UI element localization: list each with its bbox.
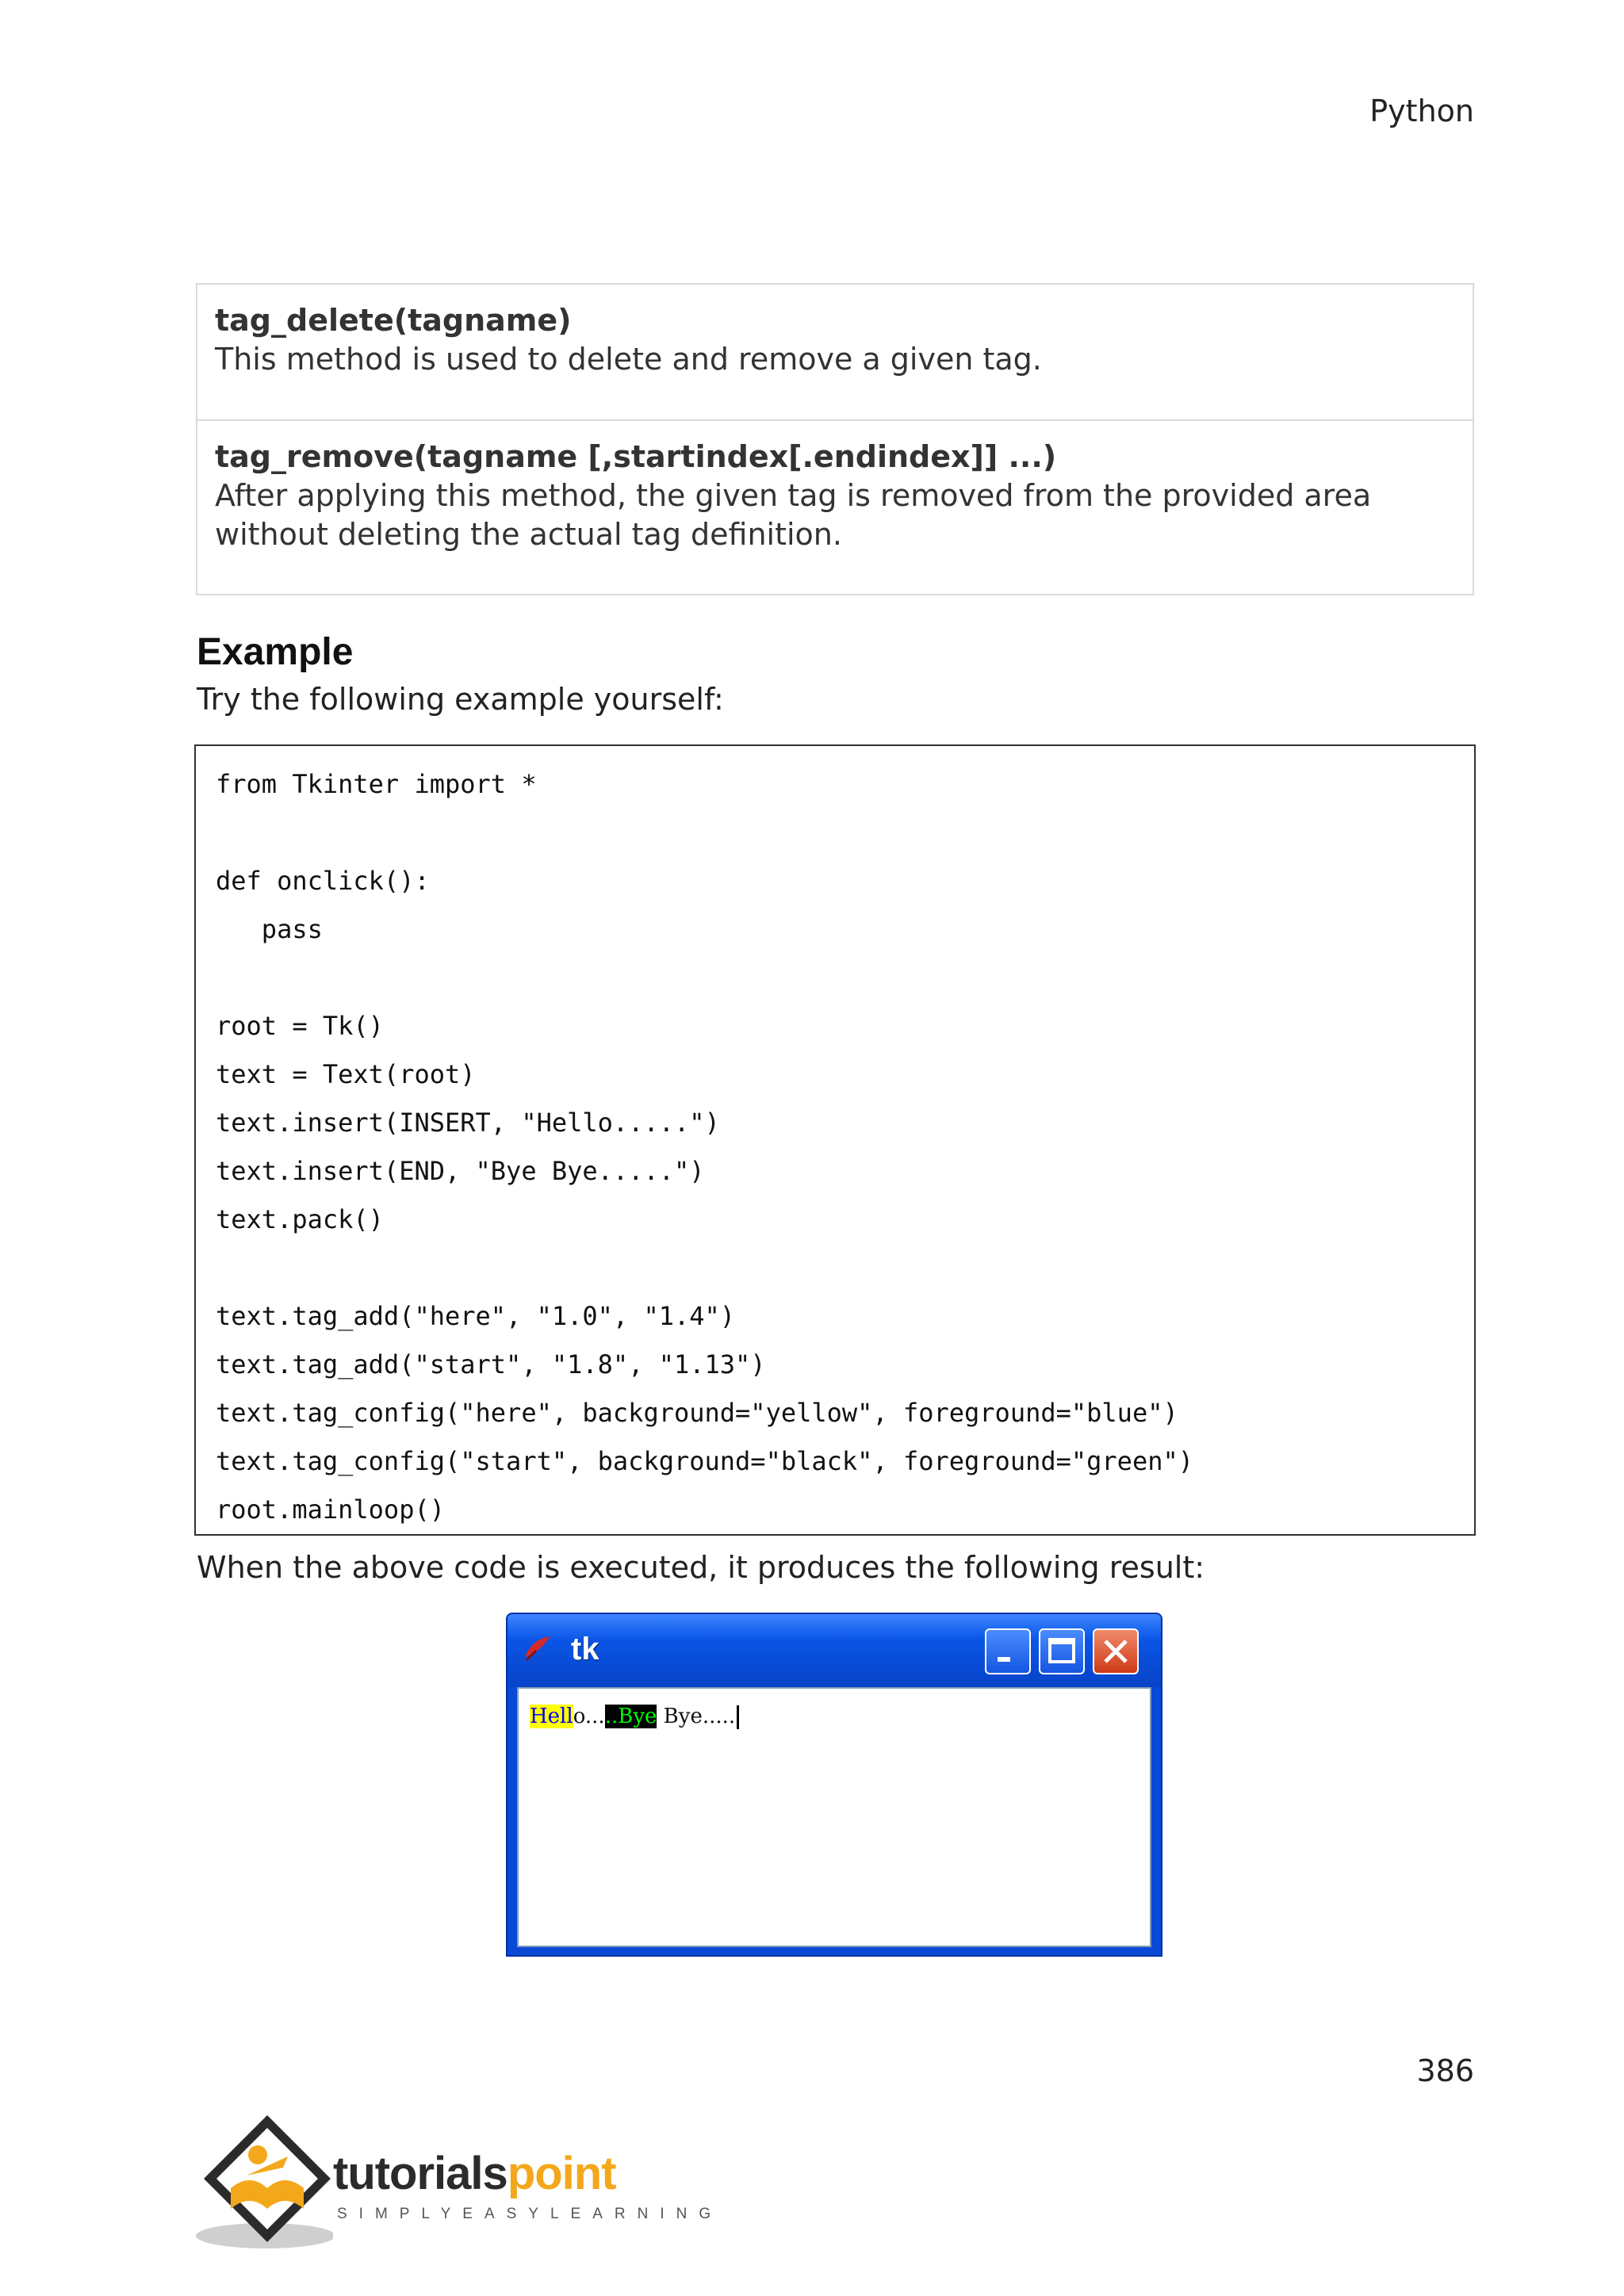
method-row-tag-remove	[197, 419, 1473, 594]
page-header-title: Python	[1369, 94, 1474, 128]
code-line	[216, 809, 1474, 857]
code-line: root = Tk()	[216, 1011, 384, 1041]
tk-text-widget[interactable]	[517, 1687, 1151, 1947]
example-heading: Example	[197, 631, 354, 673]
code-line: text.tag_add("start", "1.8", "1.13")	[216, 1349, 766, 1380]
example-intro: Try the following example yourself:	[197, 682, 724, 717]
code-line: text.pack()	[216, 1204, 384, 1234]
plain-text: o...	[573, 1705, 605, 1728]
close-button[interactable]	[1093, 1628, 1139, 1674]
plain-text: Bye.....	[657, 1705, 736, 1728]
text-cursor	[737, 1705, 739, 1729]
maximize-button[interactable]	[1039, 1628, 1085, 1674]
code-line: text.tag_add("here", "1.0", "1.4")	[216, 1301, 736, 1331]
logo-diamond-icon	[194, 2109, 333, 2252]
logo-word-tutorials: tutorials	[333, 2148, 508, 2199]
code-line: text.insert(INSERT, "Hello.....")	[216, 1108, 720, 1138]
logo-word-point: point	[507, 2148, 616, 2199]
method-name: tag_delete(tagname)	[215, 303, 572, 338]
code-line: pass	[216, 914, 323, 944]
minimize-icon	[986, 1630, 1029, 1673]
method-row-tag-delete	[197, 285, 1473, 419]
method-name: tag_remove(tagname [,startindex[.endindex]] ...)	[215, 439, 1057, 474]
tk-feather-icon	[522, 1633, 553, 1665]
method-description-line: After applying this method, the given tag is removed from the provided area	[215, 478, 1372, 513]
page-number: 386	[1416, 2053, 1474, 2088]
code-line: from Tkinter import *	[216, 769, 537, 799]
tk-text-content	[530, 1703, 739, 1730]
tagged-text-here: Hell	[530, 1705, 573, 1728]
code-line: def onclick():	[216, 866, 430, 896]
maximize-icon	[1040, 1630, 1083, 1673]
tk-titlebar	[508, 1614, 1161, 1687]
code-line	[216, 954, 1474, 1002]
tk-window-screenshot	[506, 1613, 1162, 1957]
methods-table	[196, 283, 1474, 595]
code-block	[194, 744, 1476, 1536]
minimize-button[interactable]	[985, 1628, 1031, 1674]
code-line: text = Text(root)	[216, 1059, 476, 1089]
tutorialspoint-logo	[194, 2109, 723, 2252]
code-line: text.tag_config("here", background="yellow", foreground="blue")	[216, 1398, 1178, 1428]
code-line: text.insert(END, "Bye Bye.....")	[216, 1156, 705, 1186]
method-description-line: without deleting the actual tag definition.	[215, 517, 842, 552]
result-text: When the above code is executed, it produces the following result:	[197, 1550, 1205, 1585]
logo-wordmark	[333, 2147, 616, 2200]
code-line	[216, 1244, 1474, 1292]
close-icon	[1094, 1630, 1137, 1673]
method-description: This method is used to delete and remove a given tag.	[215, 342, 1042, 377]
tagged-text-start: ..Bye	[604, 1705, 657, 1728]
code-line: text.tag_config("start", background="black", foreground="green")	[216, 1446, 1193, 1476]
code-line: root.mainloop()	[216, 1494, 445, 1525]
logo-tagline: SIMPLYEASYLEARNING	[337, 2206, 723, 2222]
tk-window-title: tk	[571, 1632, 599, 1667]
